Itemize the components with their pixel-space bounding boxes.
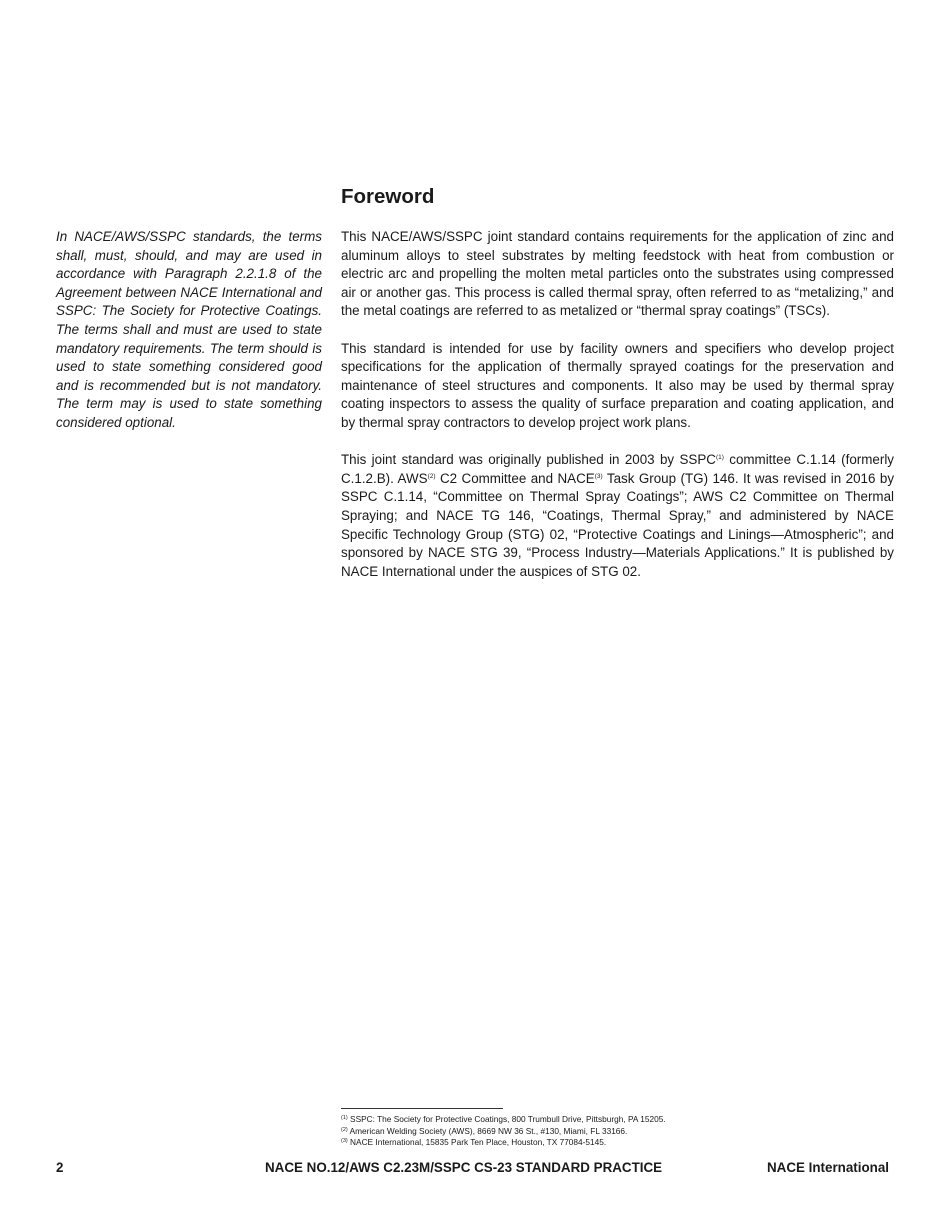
footnote-ref-2: (2) bbox=[427, 472, 436, 480]
page-number: 2 bbox=[56, 1160, 64, 1175]
footer-document-title: NACE NO.12/AWS C2.23M/SSPC CS-23 STANDARD PRACTICE bbox=[265, 1160, 663, 1175]
para3-text-a: This joint standard was originally published in 2003 by SSPC bbox=[341, 452, 716, 468]
foreword-section bbox=[341, 184, 894, 600]
footnote-3 bbox=[341, 1137, 901, 1149]
foreword-paragraph-2: This standard is intended for use by facility owners and specifiers who develop project specifications for the application of thermally sprayed coatings for the preservation and maintenance of steel structures and components. It also may be used by thermal spray coating inspectors to assess the quality of surface preparation and coating application, and by thermal spray contractors to develop project work plans. bbox=[341, 340, 894, 430]
footnote-divider bbox=[341, 1108, 503, 1109]
footnotes bbox=[341, 1114, 901, 1149]
page-footer bbox=[56, 1160, 889, 1178]
foreword-title: Foreword bbox=[341, 185, 435, 208]
footnote-3-text: NACE International, 15835 Park Ten Place, Houston, TX 77084-5145. bbox=[347, 1137, 607, 1147]
foreword-paragraph-3 bbox=[341, 451, 894, 581]
terminology-note: In NACE/AWS/SSPC standards, the terms shall, must, should, and may are used in accordance with Paragraph 2.2.1.8 of the Agreement between NACE International and SSPC: The Society for Protective Coatings. The terms shall and must are used to state mandatory requirements. The term should is used to state something considered good and is recommended but is not mandatory. The term may is used to state something considered optional. bbox=[56, 229, 322, 430]
footnote-1 bbox=[341, 1114, 901, 1126]
foreword-paragraph-1: This NACE/AWS/SSPC joint standard contains requirements for the application of zinc and aluminum alloys to steel substrates by melting feedstock with heat from combustion or electric arc and propelling the molten metal particles onto the substrates using compressed air or another gas. This process is called thermal spray, often referred to as “metalizing,” and the metal coatings are referred to as metalized or “thermal spray coatings” (TSCs). bbox=[341, 229, 894, 319]
footnote-ref-3: (3) bbox=[594, 472, 603, 480]
footnote-2-marker: (2) bbox=[341, 1126, 348, 1133]
footnote-ref-1: (1) bbox=[715, 454, 724, 462]
footnote-3-marker: (3) bbox=[341, 1138, 348, 1144]
para3-text-b: committee C.1.14 (formerly C.1.2.B). AWS bbox=[341, 452, 894, 486]
footer-organization: NACE International bbox=[766, 1160, 889, 1175]
footnote-2 bbox=[341, 1126, 901, 1138]
para3-text-c: C2 Committee and NACE bbox=[435, 470, 595, 486]
footnote-1-text: SSPC: The Society for Protective Coatings, 800 Trumbull Drive, Pittsburgh, PA 15205. bbox=[347, 1114, 666, 1124]
para3-text-d: Task Group (TG) 146. It was revised in 2016 by SSPC C.1.14, “Committee on Thermal Spray Coatings”; AWS C2 Committee on Thermal Spraying; and NACE TG 146, “Coatings, Thermal Spray,” and administered by NACE Specific Technology Group (STG) 02, “Protective Coatings and Linings—Atmospheric”; and sponsored by NACE STG 39, “Process Industry—Materials Applications.” It is published by NACE International under the auspices of STG 02. bbox=[341, 470, 895, 579]
footnote-1-marker: (1) bbox=[341, 1115, 348, 1121]
footnote-2-text: American Welding Society (AWS), 8669 NW 36 St., #130, Miami, FL 33166. bbox=[347, 1125, 628, 1136]
